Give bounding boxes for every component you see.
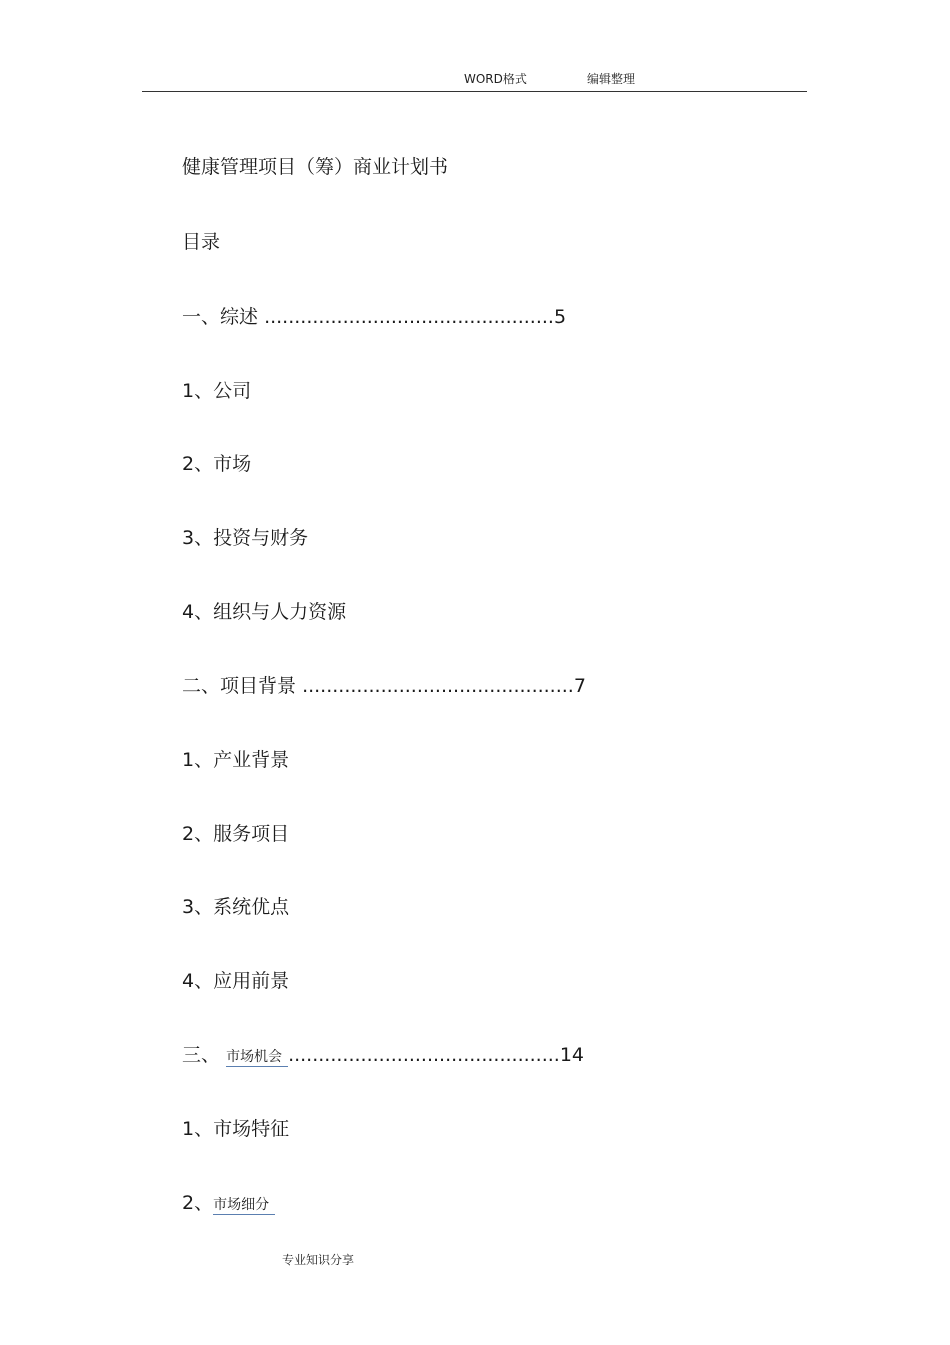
toc-entry-1-4[interactable]	[182, 597, 346, 624]
toc-entry-label: 2、服务项目	[182, 823, 290, 845]
toc-entry-1-2[interactable]	[182, 449, 251, 476]
toc-leader-dots: .............................................	[302, 675, 574, 697]
toc-entry-label: 1、市场特征	[182, 1118, 290, 1140]
toc-entry-2-4[interactable]	[182, 966, 289, 993]
toc-entry-section-2[interactable]	[182, 671, 586, 698]
toc-leader-dots: ................................................	[264, 306, 554, 328]
document-title: 健康管理项目（筹）商业计划书	[182, 156, 449, 178]
toc-entry-3-2[interactable]	[182, 1188, 275, 1215]
page-footer: 专业知识分享	[282, 1253, 355, 1267]
toc-entry-label: 1、产业背景	[182, 749, 290, 771]
toc-entry-label: 3、投资与财务	[182, 527, 309, 549]
toc-entry-prefix: 三、	[182, 1044, 221, 1066]
toc-entry-3-1[interactable]	[182, 1114, 289, 1141]
toc-entry-label: 二、项目背景	[182, 675, 297, 697]
header-divider	[142, 91, 807, 92]
toc-entry-2-3[interactable]	[182, 892, 289, 919]
toc-leader-dots: .............................................	[288, 1044, 560, 1066]
toc-entry-label: 一、综述	[182, 306, 259, 328]
toc-entry-label: 4、应用前景	[182, 970, 290, 992]
toc-entry-label: 2、市场	[182, 453, 252, 475]
toc-entry-prefix: 2、	[182, 1192, 214, 1214]
toc-entry-1-1[interactable]	[182, 376, 251, 403]
toc-page-number: 7	[573, 675, 586, 697]
toc-entry-label: 1、公司	[182, 380, 252, 402]
toc-entry-2-1[interactable]	[182, 745, 289, 772]
toc-page-number: 5	[553, 306, 567, 328]
toc-heading: 目录	[182, 231, 221, 253]
toc-entry-section-3[interactable]	[182, 1040, 584, 1067]
toc-page-number: 14	[559, 1044, 585, 1066]
toc-entry-label: 4、组织与人力资源	[182, 601, 347, 623]
toc-link-market-segmentation[interactable]: 市场细分	[213, 1197, 275, 1215]
toc-entry-section-1[interactable]	[182, 302, 566, 329]
toc-link-market-opportunity[interactable]: 市场机会	[226, 1049, 288, 1067]
page-header	[0, 70, 950, 90]
toc-entry-label: 3、系统优点	[182, 896, 290, 918]
toc-entry-1-3[interactable]	[182, 523, 308, 550]
header-edit-label: 编辑整理	[587, 72, 636, 86]
toc-entry-2-2[interactable]	[182, 819, 289, 846]
header-format-label: WORD格式	[464, 72, 527, 86]
